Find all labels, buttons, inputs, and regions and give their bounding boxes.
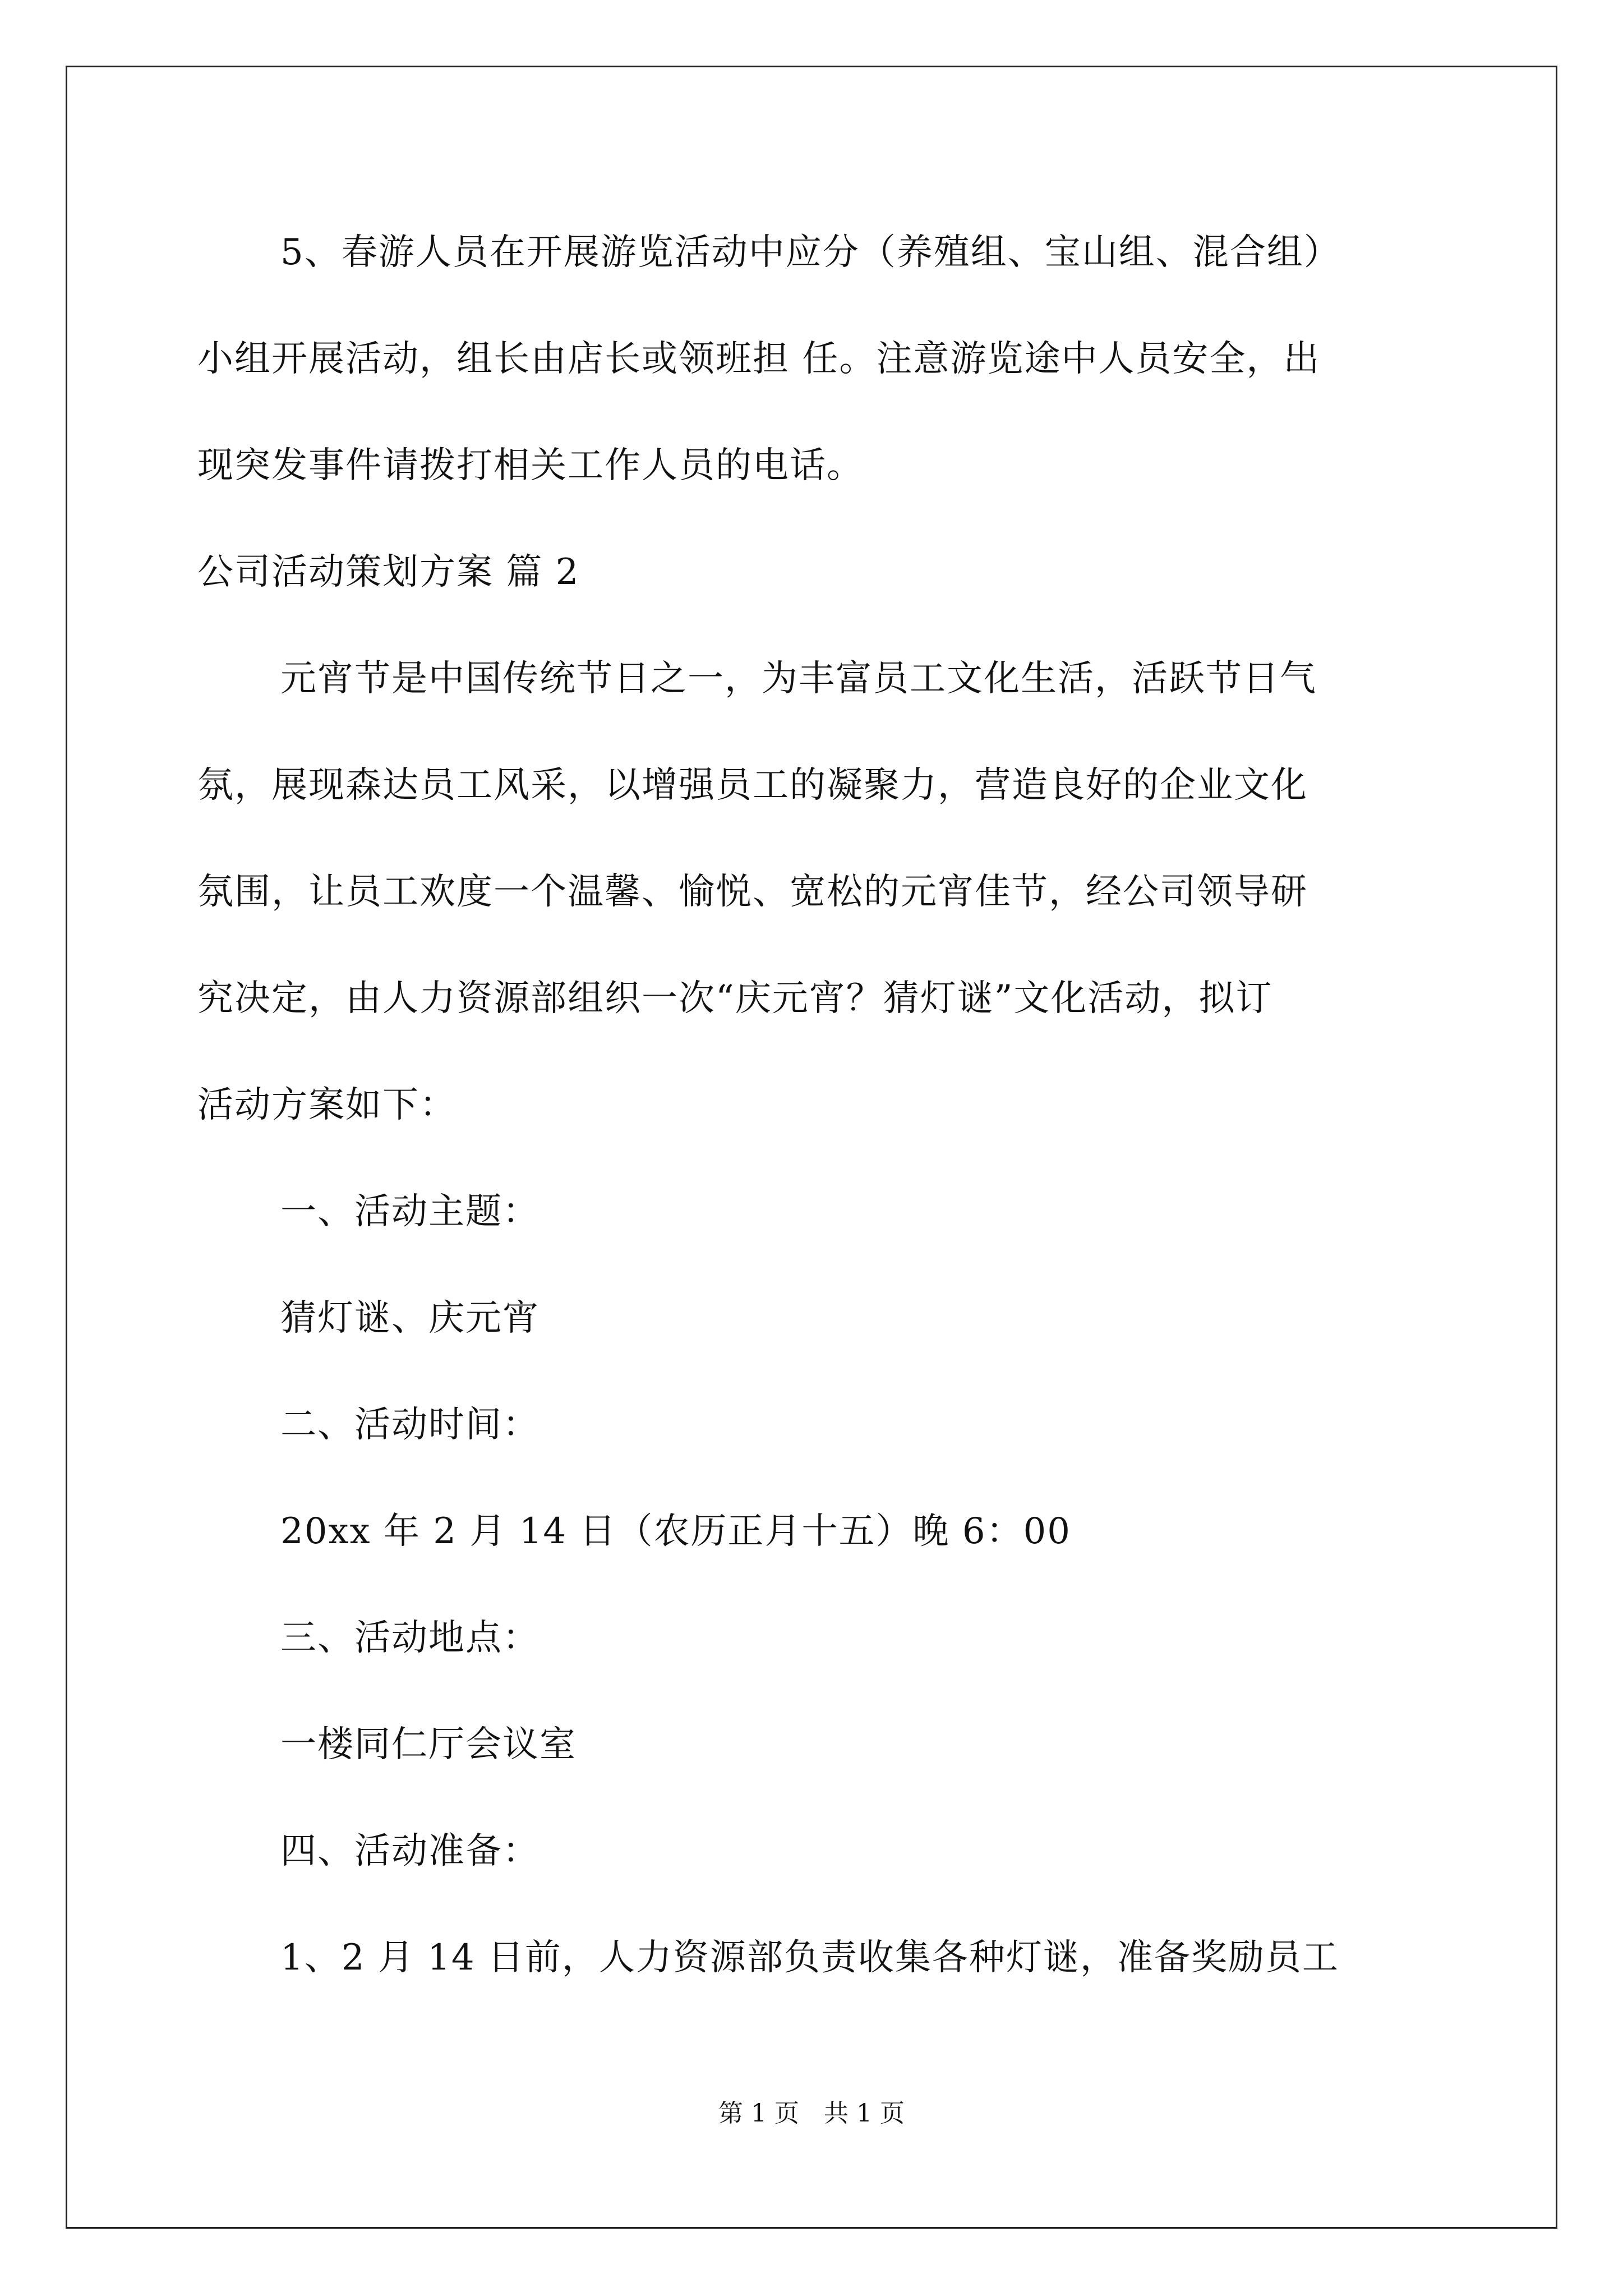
prep-heading: 四、活动准备： [280,1830,540,1872]
paragraph-1-line-1: 5、春游人员在开展游览活动中应分（养殖组、宝山组、混合组） [280,232,1341,273]
time-value: 20xx 年 2 月 14 日（农历正月十五）晚 6：00 [280,1511,1071,1552]
section-title: 公司活动策划方案 篇 2 [197,551,580,593]
paragraph-2-line-3: 氛围，让员工欢度一个温馨、愉悦、宽松的元宵佳节，经公司领导研 [197,871,1308,913]
paragraph-1-line-2: 小组开展活动，组长由店长或领班担 任。注意游览途中人员安全，出 [197,338,1321,380]
paragraph-2-line-5: 活动方案如下： [197,1084,457,1126]
page-footer: 第 1 页 共 1 页 [718,2099,905,2128]
theme-value: 猜灯谜、庆元宵 [280,1297,540,1339]
paragraph-2-line-1: 元宵节是中国传统节日之一，为丰富员工文化生活，活跃节日气 [280,658,1317,700]
paragraph-1-line-3: 现突发事件请拨打相关工作人员的电话。 [197,445,864,486]
paragraph-2-line-4: 究决定，由人力资源部组织一次“庆元宵？猜灯谜”文化活动，拟订 [197,978,1273,1019]
paragraph-2-line-2: 氛，展现森达员工风采，以增强员工的凝聚力，营造良好的企业文化 [197,765,1308,806]
time-heading: 二、活动时间： [280,1404,540,1446]
page-border [66,66,1557,2229]
place-heading: 三、活动地点： [280,1617,540,1659]
prep-item-1: 1、2 月 14 日前，人力资源部负责收集各种灯谜，准备奖励员工 [280,1937,1339,1978]
place-value: 一楼同仁厅会议室 [280,1724,577,1765]
theme-heading: 一、活动主题： [280,1191,540,1232]
